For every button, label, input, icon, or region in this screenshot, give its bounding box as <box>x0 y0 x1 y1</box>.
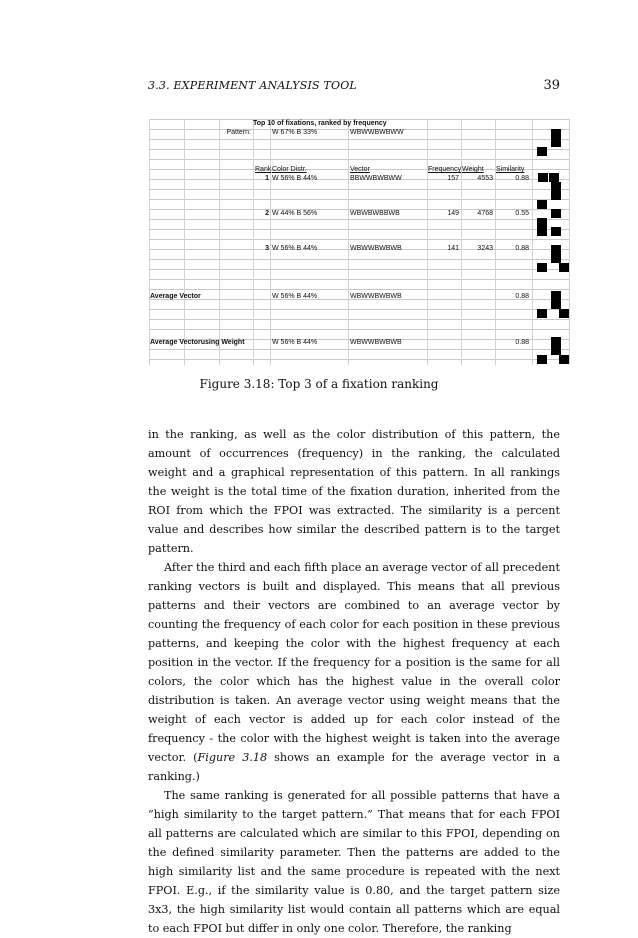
average-weight-similarity: 0.88 <box>515 339 529 346</box>
average-vector-similarity: 0.88 <box>515 293 529 300</box>
row-2-rank: 2 <box>265 210 269 217</box>
average-weight-label: Average Vectorusing Weight <box>150 339 245 346</box>
figure-caption: Figure 3.18: Top 3 of a fixation ranking <box>199 377 439 391</box>
average-vector-vector: WBWWBWBWB <box>350 293 402 300</box>
paragraph-2-text: After the third and each fifth place an average vector of all precedent ranking vectors is built and displayed. This means that all previous patterns and their vectors are combined to an average vector by counting the frequency of each color for each position in these previous patterns, and keeping the color with the highest frequency at each position in the vector. If the frequency for a position is the same for all colors, the color which has the highest value in the overall color distribution is taken. An average vector using weight means that the weight of each vector is added up for each color instead of the frequency - the color with the highest weight is taken into the average vector. ( <box>148 561 560 764</box>
row-2-weight: 4768 <box>477 210 493 217</box>
table-title: Top 10 of fixations, ranked by frequency <box>253 120 387 127</box>
col-header-similarity: Similarity <box>496 166 525 173</box>
average-vector-color: W 56% B 44% <box>272 293 318 300</box>
row-3-vector: WBWWBWBWB <box>350 245 402 252</box>
running-header <box>148 79 560 95</box>
row-2-vector: WBWBWBBWB <box>350 210 400 217</box>
paragraph-1: in the ranking, as well as the color distribution of this pattern, the amount of occurrences (frequency) in the ranking, the calculated weight and a graphical representation of this pattern. In all rankings the weight is the total time of the fixation duration, inherited from the ROI from which the FPOI was extracted. The similarity is a percent value and describes how similar the described pattern is to the target pattern. <box>148 428 560 555</box>
row-3-frequency: 141 <box>447 245 459 252</box>
col-header-vector: Vector <box>350 166 370 173</box>
paragraph-3: The same ranking is generated for all possible patterns that have a ”high similarity to the target pattern.” That means that for each FPOI all patterns are calculated which are similar to this FPOI, depending on the defined similarity parameter. Then the patterns are added to the high similarity list and the same procedure is repeated with the next FPOI. E.g., if the similarity value is 0.80, and the target pattern size 3x3, the high similarity list would contain all patterns which are equal to each FPOI but differ in only one color. Therefore, the ranking <box>148 789 560 935</box>
col-header-color: Color Distr. <box>272 166 307 173</box>
row-3-similarity: 0.88 <box>515 245 529 252</box>
pattern-vector: WBWWBWBWW <box>350 129 404 136</box>
pattern-label: Pattern: <box>226 129 251 136</box>
row-2-similarity: 0.55 <box>515 210 529 217</box>
row-1-weight: 4553 <box>477 175 493 182</box>
row-3-weight: 3243 <box>477 245 493 252</box>
row-1-color: W 56% B 44% <box>272 175 318 182</box>
col-header-rank: Rank <box>255 166 272 173</box>
row-1-frequency: 157 <box>447 175 459 182</box>
row-1-vector: BBWWBWBWW <box>350 175 402 182</box>
row-1-rank: 1 <box>265 175 269 182</box>
row-1-similarity: 0.88 <box>515 175 529 182</box>
average-weight-color: W 56% B 44% <box>272 339 318 346</box>
row-2-color: W 44% B 56% <box>272 210 318 217</box>
average-weight-vector: WBWWBWBWB <box>350 339 402 346</box>
figure-reference: Figure 3.18 <box>197 751 268 764</box>
page-number: 39 <box>543 78 560 93</box>
body-text <box>148 425 560 938</box>
col-header-weight: Weight <box>462 166 484 173</box>
paragraph-2 <box>148 558 560 786</box>
row-3-color: W 56% B 44% <box>272 245 318 252</box>
row-3-rank: 3 <box>265 245 269 252</box>
average-vector-label: Average Vector <box>150 293 201 300</box>
paragraph-2-tail: shows an example for the average vector in a ranking.) <box>148 751 560 783</box>
section-title: 3.3. EXPERIMENT ANALYSIS TOOL <box>148 79 357 92</box>
spreadsheet-figure <box>149 119 570 365</box>
col-header-frequency: Frequency <box>428 166 462 173</box>
pattern-color-distr: W 67% B 33% <box>272 129 318 136</box>
row-2-frequency: 149 <box>447 210 459 217</box>
